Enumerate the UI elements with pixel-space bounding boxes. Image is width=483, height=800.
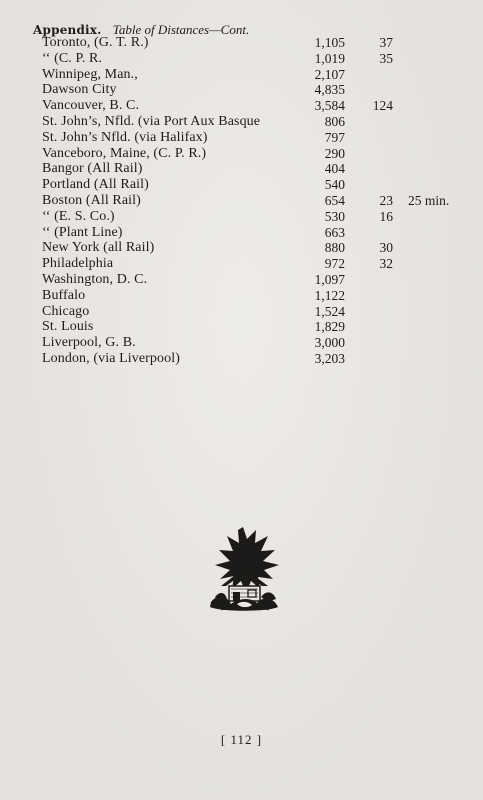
place-name: St. John’s Nfld. (via Halifax) — [42, 129, 208, 145]
distance-value: 663 — [324, 224, 345, 240]
table-row — [0, 98, 483, 114]
time-value: 23 — [379, 192, 393, 208]
place-name: Toronto, (G. T. R.) — [42, 35, 149, 50]
distance-value: 540 — [324, 177, 345, 193]
table-row — [0, 161, 483, 177]
place-name: Vancouver, B. C. — [42, 98, 140, 114]
table-row — [0, 146, 483, 162]
distance-value: 3,203 — [314, 350, 345, 366]
time-value: 37 — [379, 35, 393, 50]
table-row — [0, 67, 483, 83]
place-name: ‘‘ (E. S. Co.) — [42, 208, 115, 224]
table-row — [0, 256, 483, 272]
table-row — [0, 288, 483, 304]
distance-value: 4,835 — [314, 82, 345, 98]
table-row — [0, 351, 483, 367]
table-row — [0, 130, 483, 146]
place-name: Buffalo — [42, 287, 86, 303]
time-value: 35 — [379, 50, 393, 66]
place-name: Bangor (All Rail) — [42, 161, 143, 177]
distance-value: 1,097 — [314, 271, 345, 287]
distance-value: 797 — [324, 129, 345, 145]
table-row — [0, 272, 483, 288]
place-name: Philadelphia — [42, 256, 114, 272]
distance-value: 972 — [324, 256, 345, 272]
time-value: 32 — [379, 256, 393, 272]
table-row — [0, 114, 483, 130]
place-name: Liverpool, G. B. — [42, 335, 136, 351]
appendix-label: Appendix. — [33, 23, 102, 37]
distance-value: 290 — [324, 145, 345, 161]
time-value: 16 — [379, 208, 393, 224]
table-row — [0, 35, 483, 51]
place-name: St. Louis — [42, 319, 94, 335]
table-row — [0, 335, 483, 351]
place-name: London, (via Liverpool) — [42, 350, 180, 366]
table-row — [0, 51, 483, 67]
distance-value: 3,584 — [314, 98, 345, 114]
distance-value: 654 — [324, 192, 345, 208]
table-row — [0, 240, 483, 256]
table-row — [0, 319, 483, 335]
table-row — [0, 304, 483, 320]
distance-table — [0, 35, 483, 367]
place-name: St. John’s, Nfld. (via Port Aux Basque — [42, 113, 261, 129]
distance-value: 530 — [324, 208, 345, 224]
table-title: Table of Distances—Cont. — [112, 22, 250, 37]
table-row — [0, 225, 483, 241]
table-row — [0, 193, 483, 209]
page-number: [ 112 ] — [220, 732, 263, 747]
place-name: ‘‘ (C. P. R. — [42, 50, 103, 66]
place-name: Portland (All Rail) — [42, 177, 149, 193]
distance-value: 1,105 — [314, 35, 345, 50]
distance-value: 880 — [324, 240, 345, 256]
place-name: Washington, D. C. — [42, 271, 148, 287]
place-name: Chicago — [42, 303, 90, 319]
cabin-vignette-icon — [205, 523, 283, 615]
table-row — [0, 177, 483, 193]
distance-value: 1,524 — [314, 303, 345, 319]
distance-value: 806 — [324, 113, 345, 129]
place-name: Vanceboro, Maine, (C. P. R.) — [42, 145, 207, 161]
distance-value: 1,019 — [314, 50, 345, 66]
distance-value: 1,829 — [314, 319, 345, 335]
distance-value: 2,107 — [314, 66, 345, 82]
distance-value: 404 — [324, 161, 345, 177]
place-name: Dawson City — [42, 82, 117, 98]
place-name: ‘‘ (Plant Line) — [42, 224, 123, 240]
time-note: 25 min. — [408, 192, 450, 208]
time-value: 124 — [372, 98, 393, 114]
place-name: Boston (All Rail) — [42, 192, 141, 208]
table-row — [0, 209, 483, 225]
time-value: 30 — [379, 240, 393, 256]
place-name: New York (all Rail) — [42, 240, 155, 256]
table-row — [0, 82, 483, 98]
distance-value: 1,122 — [314, 287, 345, 303]
distance-value: 3,000 — [314, 335, 345, 351]
place-name: Winnipeg, Man., — [42, 66, 138, 82]
